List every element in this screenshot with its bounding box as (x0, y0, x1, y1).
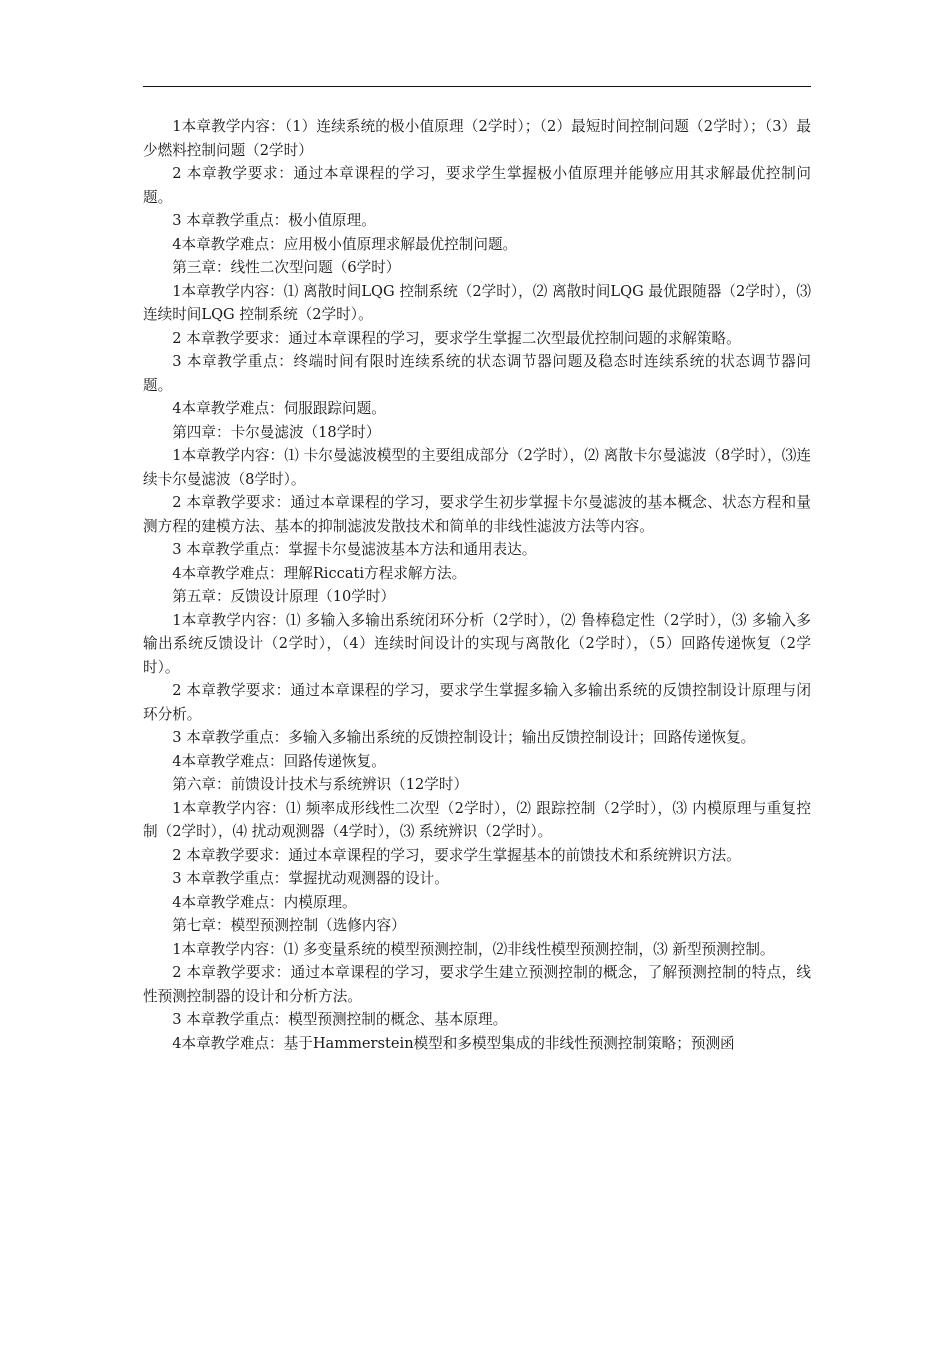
paragraph-ch7-key-points: 3 本章教学重点：模型预测控制的概念、基本原理。 (172, 1011, 508, 1028)
paragraph-ch5-difficulties: 4本章教学难点：回路传递恢复。 (172, 752, 386, 770)
paragraph-ch7-requirements: 2 本章教学要求：通过本章课程的学习，要求学生建立预测控制的概念，了解预测控制的特点，线性预测控制器的设计和分析方法。 (143, 964, 811, 1005)
paragraph-ch4-requirements: 2 本章教学要求：通过本章课程的学习，要求学生初步掌握卡尔曼滤波的基本概念、状态方程和量测方程的建模方法、基本的抑制滤波发散技术和简单的非线性滤波方法等内容。 (143, 494, 811, 535)
paragraph-ch7-content: 1本章教学内容：⑴ 多变量系统的模型预测控制，⑵非线性模型预测控制，⑶ 新型预测控制。 (172, 940, 775, 958)
paragraph-ch3-requirements: 2 本章教学要求：通过本章课程的学习，要求学生掌握二次型最优控制问题的求解策略。 (172, 329, 741, 347)
paragraph-ch3-key-points: 3 本章教学重点：终端时间有限时连续系统的状态调节器问题及稳态时连续系统的状态调节器问题。 (143, 353, 811, 394)
paragraph-ch4-key-points: 3 本章教学重点：掌握卡尔曼滤波基本方法和通用表达。 (172, 541, 537, 558)
paragraph-ch7-difficulties: 4本章教学难点：基于Hammerstein模型和多模型集成的非线性预测控制策略；预测函 (172, 1034, 735, 1052)
paragraph-ch6-difficulties: 4本章教学难点：内模原理。 (172, 893, 357, 911)
paragraph-ch2-key-points: 3 本章教学重点：极小值原理。 (172, 212, 376, 229)
paragraph-ch6-content: 1本章教学内容：⑴ 频率成形线性二次型（2学时），⑵ 跟踪控制（2学时），⑶ 内模原理与重复控制（2学时），⑷ 扰动观测器（4学时），⑶ 系统辨识（2学时）。 (143, 799, 811, 840)
paragraph-ch6-key-points: 3 本章教学重点：掌握扰动观测器的设计。 (172, 870, 449, 887)
paragraph-ch4-difficulties: 4本章教学难点：理解Riccati方程求解方法。 (172, 564, 467, 582)
paragraph-ch5-key-points: 3 本章教学重点：多输入多输出系统的反馈控制设计；输出反馈控制设计；回路传递恢复。 (172, 729, 756, 746)
paragraph-ch3-content: 1本章教学内容：⑴ 离散时间LQG 控制系统（2学时），⑵ 离散时间LQG 最优跟随器（2学时），⑶ 连续时间LQG 控制系统（2学时）。 (143, 282, 811, 323)
chapter-3-heading: 第三章：线性二次型问题（6学时） (172, 259, 401, 276)
document-body (143, 115, 811, 1055)
paragraph-ch5-requirements: 2 本章教学要求：通过本章课程的学习，要求学生掌握多输入多输出系统的反馈控制设计原理与闭环分析。 (143, 682, 811, 723)
paragraph-ch2-difficulties: 4本章教学难点：应用极小值原理求解最优控制问题。 (172, 235, 518, 253)
paragraph-ch5-content: 1本章教学内容：⑴ 多输入多输出系统闭环分析（2学时），⑵ 鲁棒稳定性（2学时），⑶ 多输入多输出系统反馈设计（2学时），（4）连续时间设计的实现与离散化（2学时），（5）回路传递恢复（2学时）。 (143, 611, 811, 676)
chapter-6-heading: 第六章：前馈设计技术与系统辨识（12学时） (172, 776, 469, 793)
chapter-5-heading: 第五章：反馈设计原理（10学时） (172, 588, 396, 605)
header-rule (143, 86, 811, 87)
paragraph-ch4-content: 1本章教学内容：⑴ 卡尔曼滤波模型的主要组成部分（2学时），⑵ 离散卡尔曼滤波（8学时），⑶连续卡尔曼滤波（8学时）。 (143, 447, 811, 488)
paragraph-ch2-requirements: 2 本章教学要求：通过本章课程的学习，要求学生掌握极小值原理并能够应用其求解最优控制问题。 (143, 165, 811, 206)
paragraph-ch6-requirements: 2 本章教学要求：通过本章课程的学习，要求学生掌握基本的前馈技术和系统辨识方法。 (172, 846, 741, 864)
chapter-7-heading: 第七章：模型预测控制（选修内容） (172, 917, 406, 934)
paragraph-ch2-content: 1本章教学内容：（1）连续系统的极小值原理（2学时）；（2）最短时间控制问题（2学时）；（3）最少燃料控制问题（2学时） (143, 118, 811, 159)
paragraph-ch3-difficulties: 4本章教学难点：伺服跟踪问题。 (172, 400, 386, 417)
chapter-4-heading: 第四章：卡尔曼滤波（18学时） (172, 423, 381, 441)
